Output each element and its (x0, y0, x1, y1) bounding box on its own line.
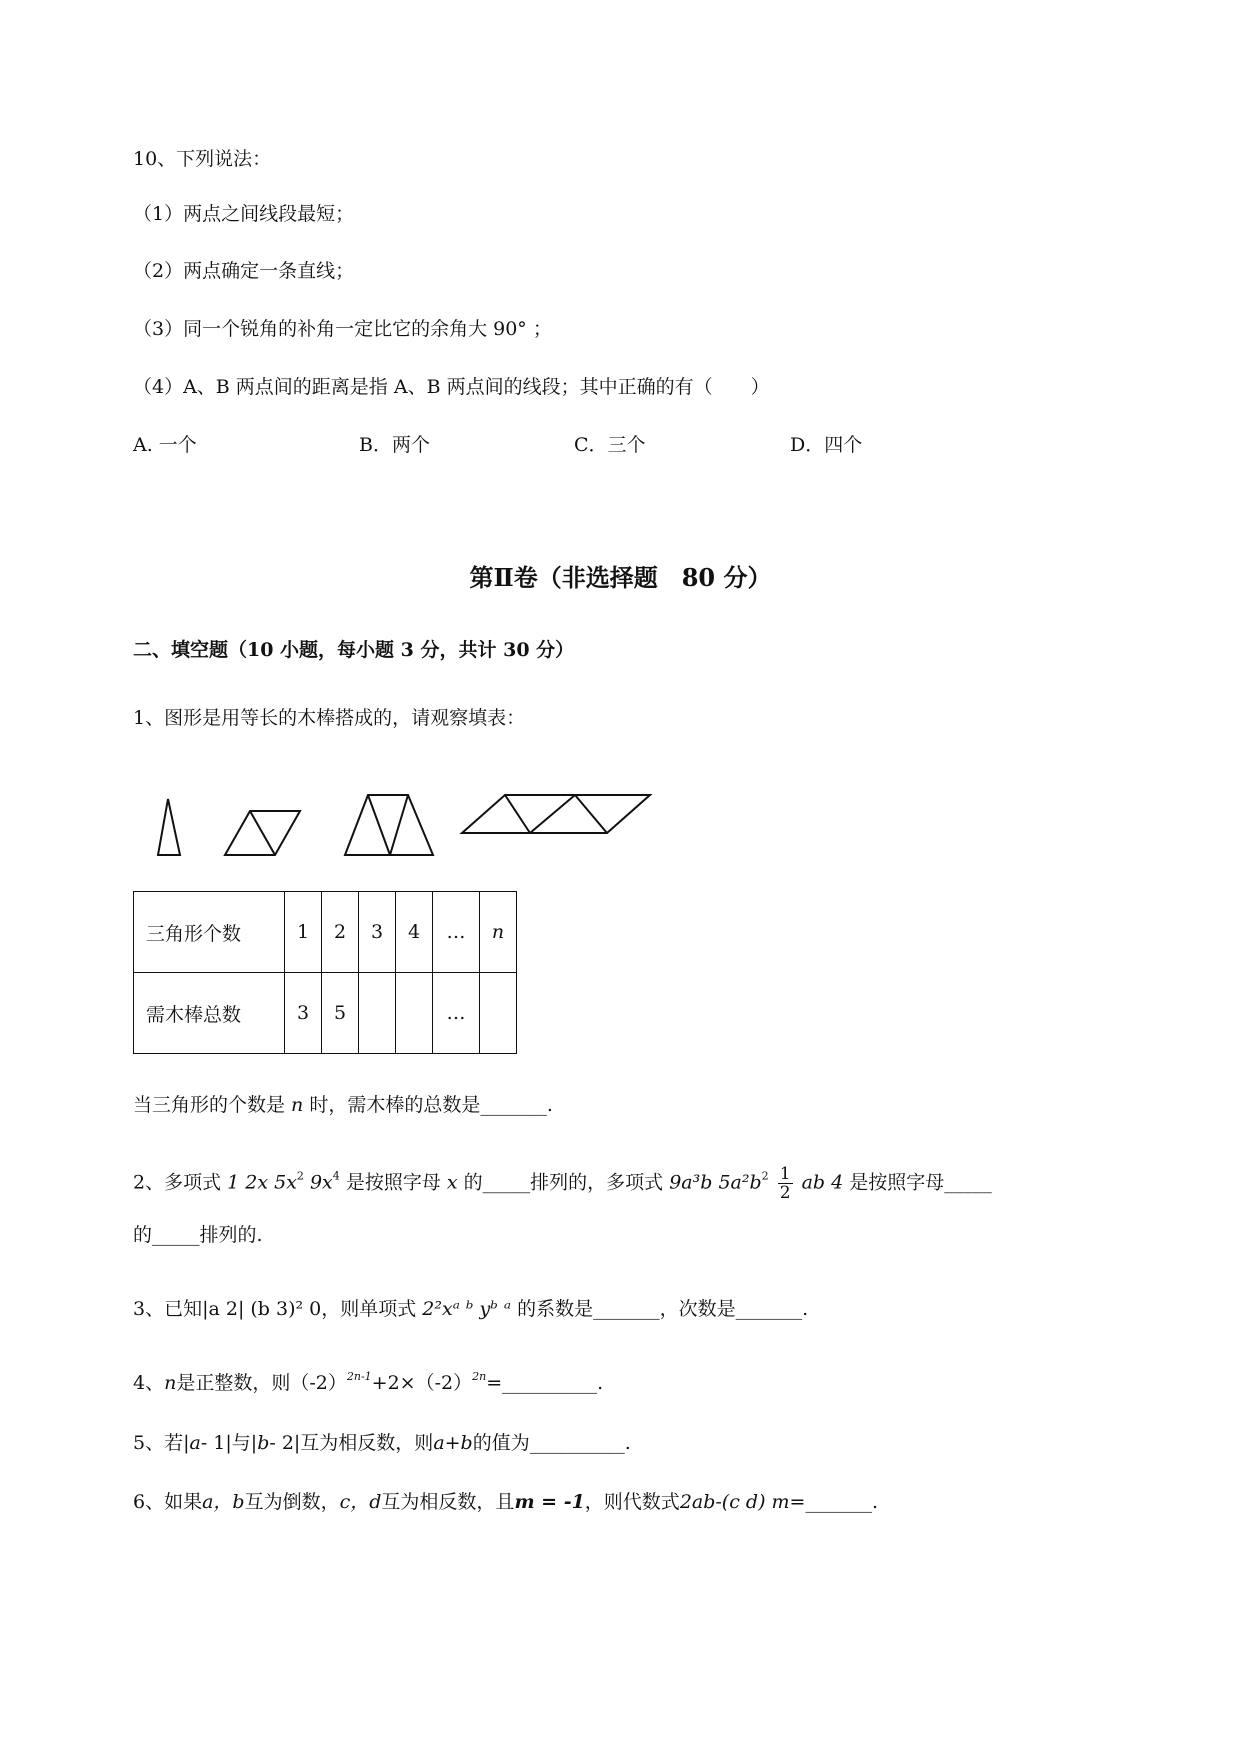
row1-cell: 4 (396, 892, 433, 973)
var-a-plus-b: a+b (433, 1432, 473, 1454)
row2-cell: … (433, 973, 480, 1054)
polynomial-2-part: 9a³b 5a²b (669, 1171, 762, 1194)
q10-statement-4: （4）A、B 两点间的距离是指 A、B 两点间的线段；其中正确的有（ ） (133, 376, 770, 398)
var-a-b: a，b (202, 1491, 245, 1513)
row1-cell: n (480, 892, 517, 973)
polynomial-1-part: 1 2x 5x (227, 1171, 297, 1194)
text-segment: 的_____排列的，多项式 (463, 1171, 664, 1194)
row1-cell: 2 (322, 892, 359, 973)
text-segment: 的系数是_______，次数是_______. (517, 1298, 809, 1320)
text-segment: =__________. (486, 1372, 604, 1394)
row1-cell: 3 (359, 892, 396, 973)
fill-q2-line1: 2、多项式 1 2x $5x^2$ $9x^4$ 是按照字母 x 的_____排列的，多项式 9a³b $5a^2b^2$ $\frac{1}{2}$ ab 4 是按照字母_____ (133, 1164, 992, 1203)
section-title: 第Ⅱ卷（非选择题 80 分） (469, 563, 772, 592)
q10-statement-3: （3）同一个锐角的补角一定比它的余角大 90° ； (133, 318, 552, 340)
polynomial-1-part: 9x (309, 1171, 333, 1194)
text-segment: 6、如果 (133, 1491, 203, 1513)
text-segment: +2×（-2） (371, 1372, 473, 1394)
text-segment: - 1|与| (200, 1432, 258, 1454)
row2-cell (359, 973, 396, 1054)
q10-option-c: C．三个 (574, 434, 646, 456)
expression: 2ab-(c d) m (679, 1491, 790, 1513)
polynomial-2-part: ab 4 (801, 1171, 844, 1194)
text-segment: - 2|互为相反数，则 (269, 1432, 434, 1454)
row2-label: 需木棒总数 (134, 973, 285, 1054)
var-x: x (446, 1171, 458, 1194)
text-segment: 是正整数，则（-2） (176, 1372, 347, 1394)
row2-cell (396, 973, 433, 1054)
row1-cell: … (433, 892, 480, 973)
var-n: n (291, 1094, 304, 1116)
q10-option-d: D．四个 (790, 434, 863, 456)
row1-label: 三角形个数 (134, 892, 285, 973)
fill-q5 (133, 1430, 631, 1456)
text-segment: 互为倒数， (244, 1491, 340, 1513)
figure-1-triangle (158, 799, 180, 855)
row2-cell (480, 973, 517, 1054)
triangle-count-table (133, 891, 517, 1054)
text-segment: 4、 (133, 1372, 165, 1394)
q10-statement-1: （1）两点之间线段最短； (133, 203, 355, 225)
monomial: 2²xᵃ ᵇ yᵇ ᵃ (422, 1298, 512, 1320)
text-segment: ，则代数式 (584, 1491, 680, 1513)
text-segment: 是按照字母_____ (849, 1171, 992, 1194)
text-segment: 是按照字母 (345, 1171, 441, 1194)
fill-q3 (133, 1296, 808, 1322)
row2-cell: 3 (285, 973, 322, 1054)
text-segment: 的值为__________. (472, 1432, 631, 1454)
exponent: 2n-1 (346, 1370, 372, 1383)
fill-q4 (133, 1370, 603, 1396)
q10-option-a: A. 一个 (133, 434, 197, 456)
var-c-d: c，d (339, 1491, 382, 1513)
text-segment: 3、已知|a 2| (b 3)² 0，则单项式 (133, 1298, 417, 1320)
exponent: 2n (472, 1370, 487, 1383)
text-segment: =_______. (789, 1491, 879, 1513)
table-row (134, 892, 517, 973)
text-segment: 互为相反数，且 (381, 1491, 515, 1513)
row2-cell: 5 (322, 973, 359, 1054)
text-segment: 当三角形的个数是 (133, 1094, 292, 1116)
figure-4-shape (462, 795, 650, 833)
q10-statement-2: （2）两点确定一条直线； (133, 260, 355, 282)
triangle-sticks-figure (150, 785, 670, 865)
row1-cell: 1 (285, 892, 322, 973)
fill-q1-after (133, 1092, 553, 1118)
text-segment: 2、多项式 (133, 1171, 222, 1194)
table-row (134, 973, 517, 1054)
fill-q1-stem: 1、图形是用等长的木棒搭成的，请观察填表： (133, 707, 526, 729)
part2-heading: 二、填空题（10 小题，每小题 3 分，共计 30 分） (133, 639, 575, 661)
condition-m: m = -1 (514, 1491, 585, 1513)
var-a: a (189, 1432, 201, 1454)
q10-stem: 10、下列说法： (133, 148, 272, 170)
var-b: b (257, 1432, 270, 1454)
fill-q6 (133, 1489, 878, 1515)
fill-q2-line2: 的_____排列的. (133, 1224, 263, 1246)
fraction-one-half: $\frac{1}{2}$ (779, 1164, 791, 1203)
q10-option-b: B．两个 (359, 434, 430, 456)
text-segment: 时，需木棒的总数是_______. (303, 1094, 553, 1116)
text-segment: 5、若| (133, 1432, 190, 1454)
var-n: n (164, 1372, 177, 1394)
